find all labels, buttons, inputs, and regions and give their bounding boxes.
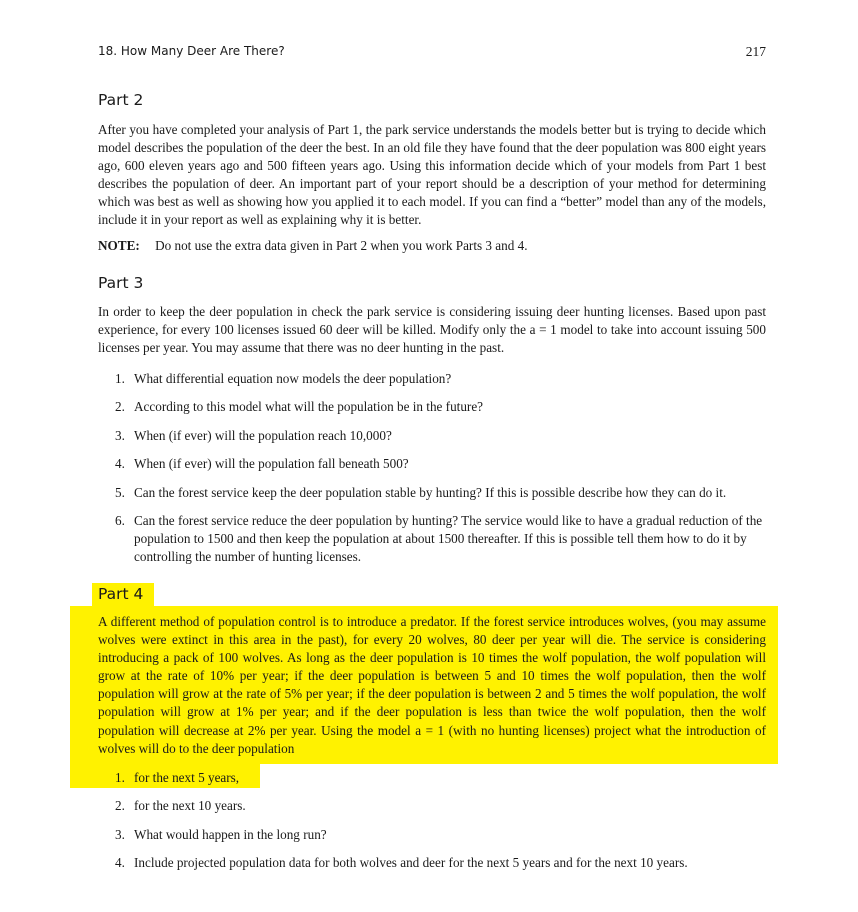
list-text: What would happen in the long run? — [134, 827, 327, 842]
list-text: Can the forest service reduce the deer population by hunting? The service would like to have a gradual reduction of the population to 1500 and then keep the population at about 1500 thereafter. If this is possible tell them how to do it by controlling the number of hunting licenses. — [134, 513, 763, 565]
part4-paragraph: A different method of population control is to introduce a predator. If the forest service introduces wolves, (you may assume wolves were extinct in this area in the past), for every 20 wolves, 80 deer per year will die. The service is considering introducing a pack of 100 wolves. As long as the deer population is 10 times the wolf population, the wolf population will grow at the rate of 10% per year; if the deer population is between 5 and 10 times the wolf population, then the wolf population will grow at the rate of 5% per year; if the deer population is between 2 and 5 times the wolf population, the wolf population will grow at 1% per year; and if the deer population is less than twice the wolf population, then the wolf population will decrease at 2% per year. Using the model a = 1 (with no hunting licenses) project what the introduction of wolves will do to the deer population — [98, 614, 766, 756]
part4-list-item — [115, 797, 766, 815]
part4-heading: Part 4 — [98, 585, 144, 603]
list-number: 1. — [115, 770, 125, 785]
running-head — [98, 44, 766, 60]
part3-list-item — [115, 484, 766, 502]
list-number: 1. — [115, 371, 125, 386]
list-number: 3. — [115, 827, 125, 842]
list-text: for the next 5 years, — [134, 770, 240, 785]
list-text: According to this model what will the population be in the future? — [134, 399, 484, 414]
list-number: 6. — [115, 513, 125, 528]
list-number: 2. — [115, 399, 125, 414]
chapter-title: 18. How Many Deer Are There? — [98, 44, 285, 58]
list-number: 2. — [115, 798, 125, 813]
list-text: When (if ever) will the population fall beneath 500? — [134, 456, 409, 471]
list-text: When (if ever) will the population reach 10,000? — [134, 428, 392, 443]
list-number: 3. — [115, 428, 125, 443]
list-number: 4. — [115, 456, 125, 471]
list-text: Include projected population data for both wolves and deer for the next 5 years and for the next 10 years. — [134, 855, 688, 870]
part3-list-item — [115, 427, 766, 445]
part4-list-item — [115, 769, 766, 787]
list-number: 5. — [115, 485, 125, 500]
part3-list-item — [115, 398, 766, 416]
list-text: for the next 10 years. — [134, 798, 246, 813]
note-label: NOTE: — [98, 238, 140, 253]
note — [98, 238, 528, 254]
part3-list-item — [115, 455, 766, 473]
part4-list-item — [115, 854, 766, 872]
part3-paragraph: In order to keep the deer population in check the park service is considering issuing deer hunting licenses. Based upon past experience, for every 100 licenses issued 60 deer will be killed. Modify only the a = 1 model to take into account issuing 500 licenses per year. You may assume that there was no deer hunting in the past. — [98, 304, 766, 356]
note-text: Do not use the extra data given in Part 2 when you work Parts 3 and 4. — [155, 238, 528, 253]
list-text: What differential equation now models the deer population? — [134, 371, 452, 386]
list-text: Can the forest service keep the deer population stable by hunting? If this is possible describe how they can do it. — [134, 485, 727, 500]
part3-list-item — [115, 512, 766, 566]
part3-list-item — [115, 370, 766, 388]
part4-list-item — [115, 826, 766, 844]
list-number: 4. — [115, 855, 125, 870]
page-number: 217 — [745, 44, 766, 59]
part3-heading: Part 3 — [98, 274, 144, 292]
part2-paragraph: After you have completed your analysis of Part 1, the park service understands the models better but is trying to decide which model describes the population of the deer the best. In an old file they have found that the deer population was 800 eight years ago, 600 eleven years ago and 500 fifteen years ago. Using this information decide which of your models from Part 1 best describes the population of deer. An important part of your report should be a description of your method for determining which was best as well as showing how you applied it to each model. If you can find a “better” model than any of the models, include it in your report as well as explaining why it is better. — [98, 122, 766, 228]
part2-heading: Part 2 — [98, 91, 144, 109]
